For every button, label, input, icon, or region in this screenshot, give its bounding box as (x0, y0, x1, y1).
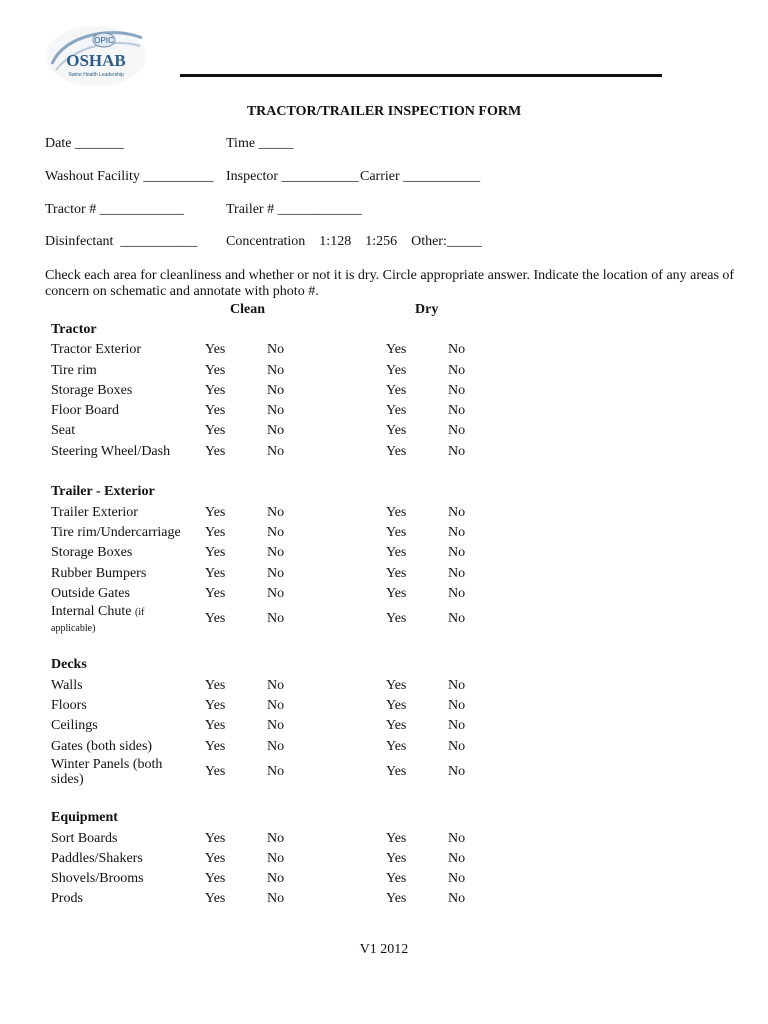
dry-no-option[interactable]: No (448, 524, 466, 540)
item-label (51, 737, 191, 757)
item-label (51, 604, 191, 636)
dry-yes-option[interactable]: Yes (386, 524, 407, 540)
dry-yes-option[interactable]: Yes (386, 362, 407, 378)
item-label-text: Floor Board (51, 403, 120, 419)
clean-yes-option[interactable]: Yes (205, 443, 226, 459)
dry-no-option[interactable]: No (448, 443, 466, 459)
section-heading (51, 808, 571, 828)
clean-yes-option[interactable]: Yes (205, 362, 226, 378)
clean-no-option[interactable]: No (267, 677, 285, 693)
dry-no-option[interactable]: No (448, 565, 466, 581)
item-label-text: Shovels/Brooms (51, 871, 144, 887)
dry-yes-option[interactable]: Yes (386, 698, 407, 714)
dry-yes-option[interactable]: Yes (386, 871, 407, 887)
dry-no-option[interactable]: No (448, 718, 466, 734)
dry-yes-option[interactable]: Yes (386, 677, 407, 693)
checklist (51, 320, 571, 910)
item-label (51, 584, 191, 604)
dry-yes-option[interactable]: Yes (386, 403, 407, 419)
item-label-text: Floors (51, 698, 87, 714)
clean-no-option[interactable]: No (267, 545, 285, 561)
item-label (51, 869, 191, 889)
item-label-text: Sort Boards (51, 830, 118, 846)
checklist-row (51, 381, 571, 401)
clean-no-option[interactable]: No (267, 611, 285, 627)
time-field[interactable]: Time _____ (226, 136, 294, 151)
item-label (51, 849, 191, 869)
dry-no-option[interactable]: No (448, 423, 466, 439)
clean-yes-option[interactable]: Yes (205, 718, 226, 734)
item-note: (if applicable) (51, 607, 145, 635)
checklist-row (51, 716, 571, 736)
item-label-text: Paddles/Shakers (51, 850, 143, 866)
clean-no-option[interactable]: No (267, 698, 285, 714)
logo-text: OSHAB (66, 51, 126, 70)
checklist-row (51, 676, 571, 696)
header-rule (180, 74, 662, 77)
disinfectant-field[interactable]: Disinfectant ___________ (45, 234, 198, 249)
item-label-text: Winter Panels (both sides) (51, 756, 163, 787)
item-label-text: Gates (both sides) (51, 738, 153, 754)
dry-yes-option[interactable]: Yes (386, 738, 407, 754)
item-label (51, 716, 191, 736)
section-heading (51, 482, 571, 502)
clean-yes-option[interactable]: Yes (205, 545, 226, 561)
section-spacer (51, 788, 571, 808)
checklist-row (51, 421, 571, 441)
trailer-number-field[interactable]: Trailer # ____________ (226, 202, 362, 217)
clean-no-option[interactable]: No (267, 524, 285, 540)
section-spacer (51, 635, 571, 655)
clean-no-option[interactable]: No (267, 342, 285, 358)
dry-yes-option[interactable]: Yes (386, 565, 407, 581)
carrier-field[interactable]: Carrier ___________ (360, 169, 481, 184)
washout-facility-field[interactable]: Washout Facility __________ (45, 169, 214, 184)
clean-yes-option[interactable]: Yes (205, 871, 226, 887)
clean-yes-option[interactable]: Yes (205, 403, 226, 419)
clean-yes-option[interactable]: Yes (205, 738, 226, 754)
dry-no-option[interactable]: No (448, 342, 466, 358)
clean-yes-option[interactable]: Yes (205, 342, 226, 358)
item-label-text: Trailer Exterior (51, 504, 138, 520)
clean-no-option[interactable]: No (267, 585, 285, 601)
checklist-row (51, 889, 571, 909)
clean-no-option[interactable]: No (267, 565, 285, 581)
item-label-text: Seat (51, 423, 76, 439)
dry-yes-option[interactable]: Yes (386, 545, 407, 561)
item-label-text: Prods (51, 891, 83, 907)
dry-yes-option[interactable]: Yes (386, 504, 407, 520)
oshab-logo (44, 24, 148, 88)
clean-yes-option[interactable]: Yes (205, 763, 226, 779)
dry-no-option[interactable]: No (448, 763, 466, 779)
checklist-row (51, 757, 571, 788)
dry-no-option[interactable]: No (448, 585, 466, 601)
section-title: Equipment (51, 810, 118, 826)
clean-yes-option[interactable]: Yes (205, 677, 226, 693)
checklist-row (51, 696, 571, 716)
item-label-text: Tractor Exterior (51, 342, 142, 358)
logo-small-text: OPIC (94, 36, 114, 45)
checklist-row (51, 503, 571, 523)
clean-no-option[interactable]: No (267, 362, 285, 378)
item-label (51, 543, 191, 563)
checklist-row (51, 584, 571, 604)
checklist-row (51, 361, 571, 381)
dry-yes-option[interactable]: Yes (386, 718, 407, 734)
section-heading (51, 320, 571, 340)
clean-yes-option[interactable]: Yes (205, 830, 226, 846)
item-label (51, 829, 191, 849)
clean-no-option[interactable]: No (267, 423, 285, 439)
clean-yes-option[interactable]: Yes (205, 382, 226, 398)
tractor-number-field[interactable]: Tractor # ____________ (45, 202, 184, 217)
clean-yes-option[interactable]: Yes (205, 891, 226, 907)
clean-no-option[interactable]: No (267, 830, 285, 846)
checklist-row (51, 869, 571, 889)
clean-yes-option[interactable]: Yes (205, 524, 226, 540)
dry-yes-option[interactable]: Yes (386, 423, 407, 439)
section-title: Decks (51, 657, 87, 673)
item-label (51, 442, 191, 462)
clean-no-option[interactable]: No (267, 403, 285, 419)
logo-tagline: Swine Health Leadership (68, 72, 124, 78)
clean-yes-option[interactable]: Yes (205, 850, 226, 866)
item-label (51, 401, 191, 421)
section-title: Tractor (51, 322, 97, 337)
item-label (51, 676, 191, 696)
item-label-text: Outside Gates (51, 585, 130, 601)
checklist-row (51, 340, 571, 360)
section-title: Trailer - Exterior (51, 484, 155, 500)
dry-no-option[interactable]: No (448, 830, 466, 846)
section-heading (51, 655, 571, 675)
dry-no-option[interactable]: No (448, 738, 466, 754)
item-label (51, 696, 191, 716)
concentration-field[interactable]: Concentration 1:128 1:256 Other:_____ (226, 234, 482, 249)
dry-yes-option[interactable]: Yes (386, 763, 407, 779)
clean-no-option[interactable]: No (267, 763, 285, 779)
checklist-row (51, 604, 571, 635)
section-spacer (51, 462, 571, 482)
checklist-row (51, 523, 571, 543)
dry-column-header: Dry (415, 302, 439, 317)
inspector-field[interactable]: Inspector ___________ (226, 169, 359, 184)
checklist-row (51, 564, 571, 584)
checklist-row (51, 849, 571, 869)
checklist-row (51, 442, 571, 462)
clean-yes-option[interactable]: Yes (205, 611, 226, 627)
dry-no-option[interactable]: No (448, 403, 466, 419)
item-label (51, 757, 191, 787)
dry-no-option[interactable]: No (448, 850, 466, 866)
clean-no-option[interactable]: No (267, 850, 285, 866)
dry-yes-option[interactable]: Yes (386, 891, 407, 907)
dry-no-option[interactable]: No (448, 611, 466, 627)
dry-yes-option[interactable]: Yes (386, 830, 407, 846)
dry-no-option[interactable]: No (448, 504, 466, 520)
clean-no-option[interactable]: No (267, 871, 285, 887)
form-title: TRACTOR/TRAILER INSPECTION FORM (246, 104, 522, 119)
checklist-row (51, 401, 571, 421)
dry-no-option[interactable]: No (448, 698, 466, 714)
item-label (51, 564, 191, 584)
checklist-row (51, 829, 571, 849)
clean-no-option[interactable]: No (267, 504, 285, 520)
item-label-text: Storage Boxes (51, 382, 133, 398)
clean-no-option[interactable]: No (267, 891, 285, 907)
item-label-text: Ceilings (51, 718, 98, 734)
checklist-row (51, 737, 571, 757)
dry-no-option[interactable]: No (448, 545, 466, 561)
clean-no-option[interactable]: No (267, 443, 285, 459)
dry-yes-option[interactable]: Yes (386, 382, 407, 398)
item-label-text: Internal Chute (51, 604, 132, 620)
dry-yes-option[interactable]: Yes (386, 585, 407, 601)
item-label (51, 503, 191, 523)
checklist-row (51, 543, 571, 563)
version-footer: V1 2012 (359, 942, 409, 957)
item-label-text: Storage Boxes (51, 545, 133, 561)
item-label (51, 340, 191, 360)
item-label-text: Steering Wheel/Dash (51, 443, 171, 459)
item-label (51, 381, 191, 401)
dry-no-option[interactable]: No (448, 677, 466, 693)
dry-yes-option[interactable]: Yes (386, 443, 407, 459)
item-label-text: Walls (51, 677, 83, 693)
clean-yes-option[interactable]: Yes (205, 698, 226, 714)
clean-yes-option[interactable]: Yes (205, 585, 226, 601)
item-label (51, 421, 191, 441)
date-field[interactable]: Date _______ (45, 136, 124, 151)
item-label (51, 361, 191, 381)
dry-no-option[interactable]: No (448, 382, 466, 398)
clean-no-option[interactable]: No (267, 382, 285, 398)
clean-column-header: Clean (230, 302, 265, 317)
dry-no-option[interactable]: No (448, 891, 466, 907)
clean-yes-option[interactable]: Yes (205, 565, 226, 581)
clean-yes-option[interactable]: Yes (205, 423, 226, 439)
dry-yes-option[interactable]: Yes (386, 342, 407, 358)
item-label (51, 523, 191, 543)
dry-no-option[interactable]: No (448, 871, 466, 887)
item-label-text: Tire rim/Undercarriage (51, 524, 181, 540)
clean-no-option[interactable]: No (267, 718, 285, 734)
item-label (51, 889, 191, 909)
instructions: Check each area for cleanliness and whether or not it is dry. Circle appropriate answer. Indicate the location of any areas of concern on schematic and annotate with photo #. (45, 268, 735, 299)
dry-no-option[interactable]: No (448, 362, 466, 378)
clean-yes-option[interactable]: Yes (205, 504, 226, 520)
dry-yes-option[interactable]: Yes (386, 850, 407, 866)
item-label-text: Rubber Bumpers (51, 565, 147, 581)
dry-yes-option[interactable]: Yes (386, 611, 407, 627)
clean-no-option[interactable]: No (267, 738, 285, 754)
item-label-text: Tire rim (51, 362, 97, 378)
